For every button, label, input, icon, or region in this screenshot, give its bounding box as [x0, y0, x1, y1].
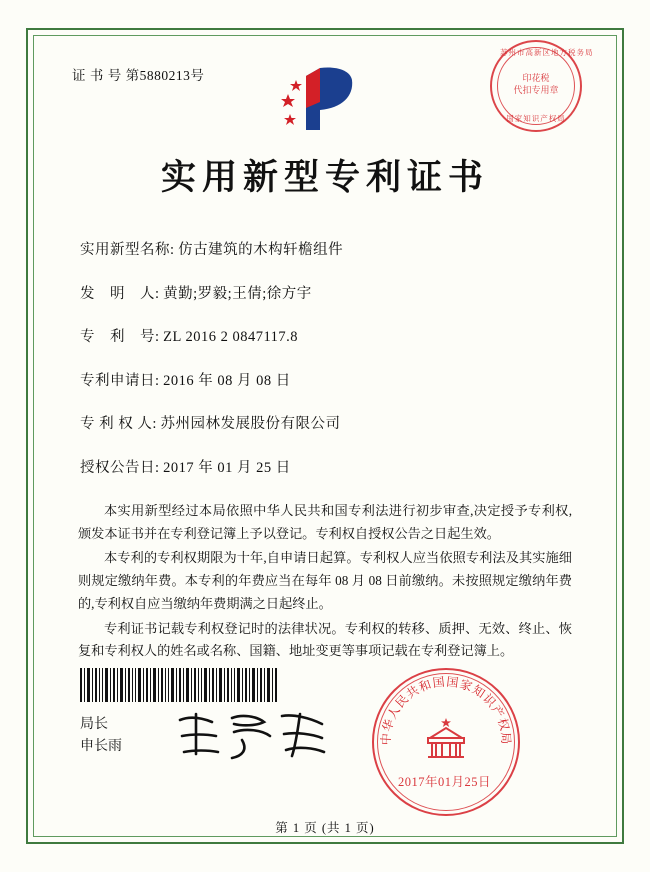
field-value: ZL 2016 2 0847117.8	[163, 329, 299, 345]
certificate-number: 证 书 号 第5880213号	[72, 68, 205, 83]
field-utility-model-name	[80, 238, 580, 259]
signature-role: 局长	[80, 717, 108, 732]
seal-top-arc-text: 苏州市高新区地方税务局	[500, 48, 594, 57]
field-inventors	[80, 282, 580, 303]
field-label: 授权公告日:	[80, 459, 160, 476]
handwritten-signature-icon	[172, 706, 332, 764]
seal-date: 2017年01月25日	[398, 775, 492, 789]
signature-name: 申长雨	[80, 738, 122, 754]
sipo-logo-icon	[276, 58, 372, 136]
field-patentee	[80, 412, 580, 433]
field-value: 2017 年 01 月 25 日	[163, 459, 291, 476]
field-label: 实用新型名称:	[80, 242, 175, 258]
tax-stamp-seal	[490, 40, 594, 132]
page-title: 实用新型专利证书	[160, 158, 489, 197]
field-value: 2016 年 08 月 08 日	[163, 372, 291, 389]
body-paragraph-2: 本专利的专利权期限为十年,自申请日起算。专利权人应当依照专利法及其实施细则规定缴纳年费。本专利的年费应当在每年 08 月 08 日前缴纳。未按照规定缴纳年费的,专利权自应当缴纳年费期满之日起终止。	[78, 550, 572, 611]
corner-ornament-top-left	[26, 28, 42, 44]
field-label: 专 利 号:	[80, 329, 160, 345]
certificate-fields	[80, 238, 580, 499]
body-paragraph-3: 专利证书记载专利权登记时的法律状况。专利权的转移、质押、无效、终止、恢复和专利权人的姓名或名称、国籍、地址变更等事项记载在专利登记簿上。	[78, 620, 572, 659]
seal-top-line2: 代扣专用章	[513, 85, 559, 95]
barcode	[80, 668, 280, 702]
svg-text:中华人民共和国国家知识产权局: 中华人民共和国国家知识产权局	[378, 674, 514, 746]
field-patent-number	[80, 325, 580, 346]
seal-top-line1: 印花税	[522, 73, 550, 83]
national-emblem-icon	[416, 712, 476, 772]
signature-block	[80, 714, 122, 757]
field-value: 黄勤;罗毅;王倩;徐方宇	[163, 285, 312, 302]
field-label: 发 明 人:	[80, 285, 160, 302]
corner-ornament-top-right	[608, 28, 624, 44]
field-value: 苏州园林发展股份有限公司	[160, 416, 341, 432]
field-application-date	[80, 369, 580, 390]
page-footer: 第 1 页 (共 1 页)	[275, 821, 375, 835]
body-paragraph-1: 本实用新型经过本局依照中华人民共和国专利法进行初步审查,决定授予专利权,颁发本证书并在专利登记簿上予以登记。专利权自授权公告之日起生效。	[78, 503, 572, 541]
field-value: 仿古建筑的木构轩檐组件	[178, 242, 344, 258]
national-office-seal	[372, 668, 520, 816]
certificate-body-text	[78, 500, 572, 665]
field-label: 专利申请日:	[80, 372, 160, 389]
field-label: 专 利 权 人:	[80, 416, 157, 432]
field-grant-announcement-date	[80, 456, 580, 477]
seal-top-arc-bottom-text: 国家知识产权局	[506, 114, 566, 124]
